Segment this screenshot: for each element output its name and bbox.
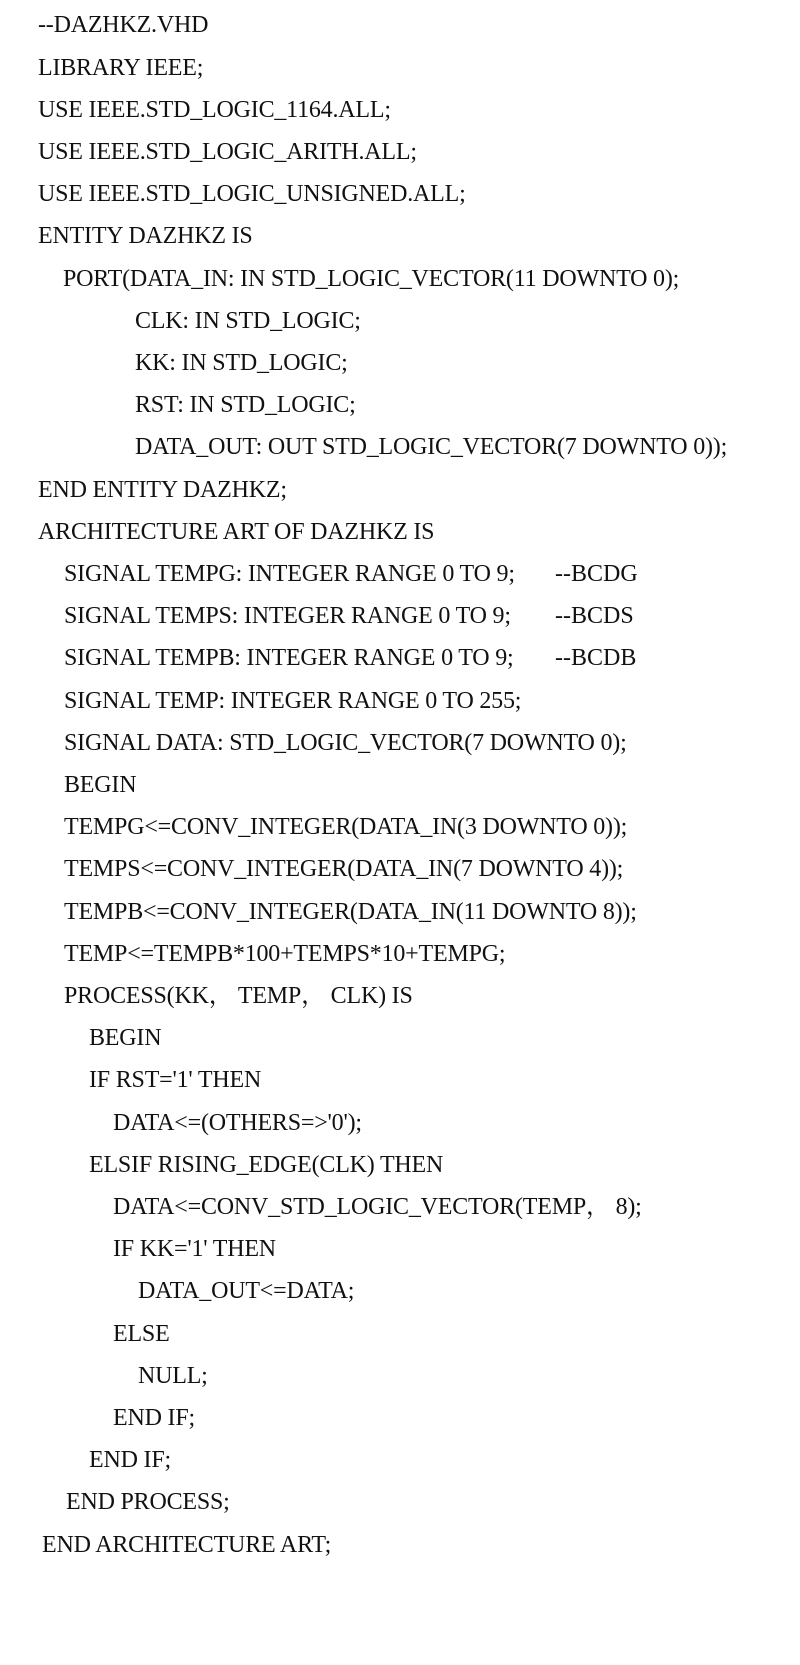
code-line: USE IEEE.STD_LOGIC_1164.ALL;: [38, 97, 391, 123]
code-line: DATA_OUT: OUT STD_LOGIC_VECTOR(7 DOWNTO 0));: [135, 434, 728, 460]
code-line: KK: IN STD_LOGIC;: [135, 350, 348, 376]
code-line: ENTITY DAZHKZ IS: [38, 223, 253, 249]
code-comment: --BCDS: [555, 603, 634, 629]
code-line: ARCHITECTURE ART OF DAZHKZ IS: [38, 519, 435, 545]
code-line: SIGNAL TEMP: INTEGER RANGE 0 TO 255;: [64, 688, 522, 714]
code-line: END PROCESS;: [66, 1489, 230, 1515]
code-line: RST: IN STD_LOGIC;: [135, 392, 356, 418]
code-line: SIGNAL TEMPB: INTEGER RANGE 0 TO 9;: [64, 645, 514, 671]
code-comment: --BCDG: [555, 561, 638, 587]
code-line: LIBRARY IEEE;: [38, 55, 204, 81]
code-line: --DAZHKZ.VHD: [38, 12, 209, 38]
code-line: END ARCHITECTURE ART;: [42, 1532, 332, 1558]
code-line: SIGNAL TEMPG: INTEGER RANGE 0 TO 9;: [64, 561, 515, 587]
code-line: DATA<=(OTHERS=>'0');: [113, 1110, 362, 1136]
code-line: DATA<=CONV_STD_LOGIC_VECTOR(TEMP， 8);: [113, 1194, 642, 1220]
code-line: CLK: IN STD_LOGIC;: [135, 308, 361, 334]
code-line: END ENTITY DAZHKZ;: [38, 477, 287, 503]
code-line: END IF;: [113, 1405, 195, 1431]
code-line: NULL;: [138, 1363, 208, 1389]
code-line: TEMPG<=CONV_INTEGER(DATA_IN(3 DOWNTO 0));: [64, 814, 628, 840]
code-line: SIGNAL TEMPS: INTEGER RANGE 0 TO 9;: [64, 603, 511, 629]
code-line: USE IEEE.STD_LOGIC_UNSIGNED.ALL;: [38, 181, 466, 207]
code-line: TEMPB<=CONV_INTEGER(DATA_IN(11 DOWNTO 8));: [64, 899, 637, 925]
code-line: ELSE: [113, 1321, 170, 1347]
code-line: IF RST='1' THEN: [89, 1067, 262, 1093]
code-line: IF KK='1' THEN: [113, 1236, 276, 1262]
code-line: PORT(DATA_IN: IN STD_LOGIC_VECTOR(11 DOWNTO 0);: [63, 266, 680, 292]
code-line: BEGIN: [89, 1025, 162, 1051]
code-line: DATA_OUT<=DATA;: [138, 1278, 355, 1304]
code-line: SIGNAL DATA: STD_LOGIC_VECTOR(7 DOWNTO 0);: [64, 730, 627, 756]
code-line: ELSIF RISING_EDGE(CLK) THEN: [89, 1152, 444, 1178]
code-comment: --BCDB: [555, 645, 637, 671]
code-line: END IF;: [89, 1447, 171, 1473]
code-line: USE IEEE.STD_LOGIC_ARITH.ALL;: [38, 139, 417, 165]
code-line: TEMPS<=CONV_INTEGER(DATA_IN(7 DOWNTO 4));: [64, 856, 624, 882]
code-line: BEGIN: [64, 772, 137, 798]
code-line: TEMP<=TEMPB*100+TEMPS*10+TEMPG;: [64, 941, 506, 967]
code-line: PROCESS(KK， TEMP， CLK) IS: [64, 983, 413, 1009]
